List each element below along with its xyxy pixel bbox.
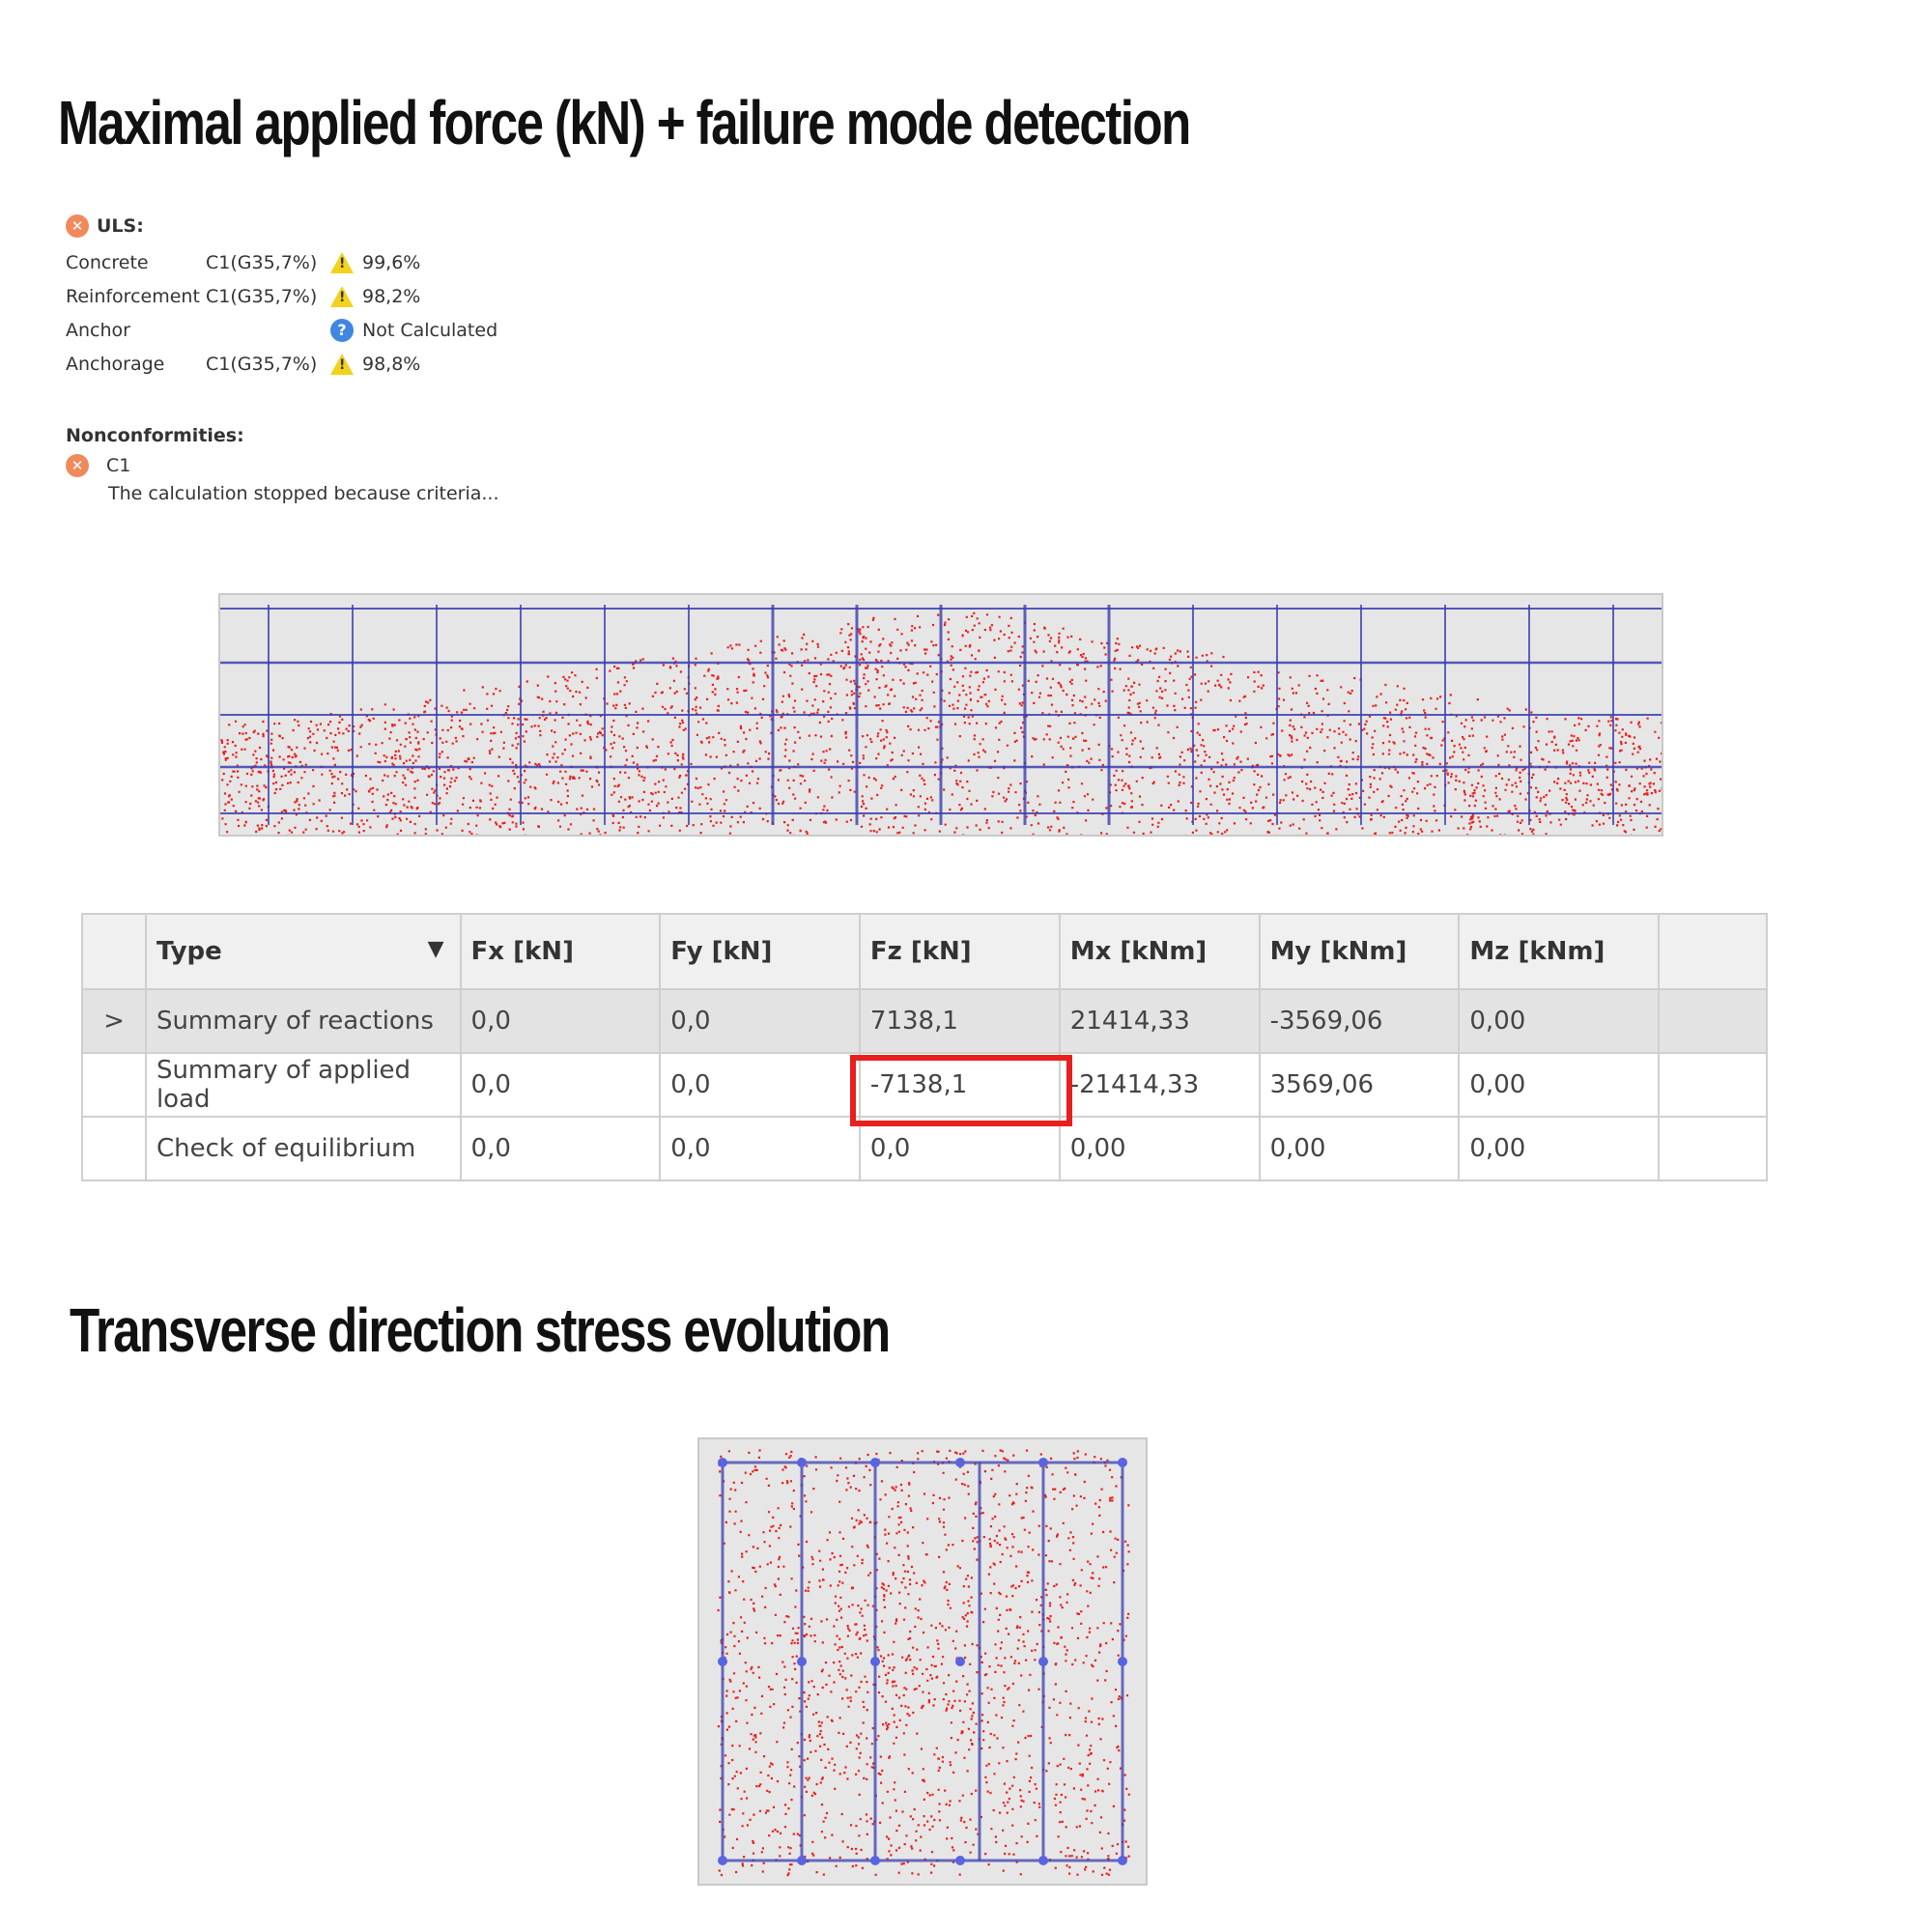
filter-icon[interactable]: ▼ <box>427 937 444 961</box>
check-value: 98,2% <box>362 285 421 307</box>
cell-my: 0,00 <box>1260 1117 1460 1180</box>
column-stress-view <box>697 1437 1148 1886</box>
cell-fz: -7138,1 <box>860 1053 1060 1117</box>
rebar-node <box>870 1856 880 1865</box>
rebar-node <box>955 1856 965 1865</box>
header-fy[interactable]: Fy [kN] <box>660 914 860 989</box>
uls-row-concrete <box>66 245 497 279</box>
rebar-node <box>1038 1657 1048 1666</box>
table-row[interactable] <box>82 989 1767 1053</box>
uls-title: ULS: <box>97 215 144 237</box>
load-case: C1(G35,7%) <box>206 285 318 307</box>
cell-fz: 0,0 <box>860 1117 1060 1180</box>
uls-row-reinforcement <box>66 279 497 313</box>
column-stress-plot <box>699 1439 1146 1884</box>
beam-stress-view <box>218 593 1663 837</box>
error-icon: ✕ <box>66 454 89 477</box>
check-name: Reinforcement <box>66 285 200 307</box>
check-name: Anchor <box>66 319 130 341</box>
beam-stress-plot <box>220 595 1662 835</box>
cell-my: -3569,06 <box>1260 989 1460 1053</box>
rebar-node <box>718 1657 727 1666</box>
cell-mz: 0,00 <box>1459 989 1659 1053</box>
warning-icon <box>330 286 354 307</box>
header-mx[interactable]: Mx [kNm] <box>1060 914 1260 989</box>
cell-fx: 0,0 <box>461 1117 661 1180</box>
nonconformities <box>66 425 499 504</box>
stress-points <box>718 1449 1130 1876</box>
error-icon: ✕ <box>66 214 89 238</box>
cell-fy: 0,0 <box>660 1053 860 1117</box>
uls-row-anchor <box>66 313 497 347</box>
rebar-node <box>870 1657 880 1666</box>
cell-fx: 0,0 <box>461 989 661 1053</box>
rebar-node <box>1038 1458 1048 1467</box>
cell-mz: 0,00 <box>1459 1053 1659 1117</box>
question-icon: ? <box>330 319 354 342</box>
cell-type: Summary of reactions <box>146 989 461 1053</box>
header-empty <box>1659 914 1767 989</box>
check-value: Not Calculated <box>362 319 498 341</box>
cell-mz: 0,00 <box>1459 1117 1659 1180</box>
check-name: Anchorage <box>66 353 165 375</box>
warning-icon <box>330 252 354 273</box>
rebar-node <box>1118 1657 1127 1666</box>
header-mz[interactable]: Mz [kNm] <box>1459 914 1659 989</box>
header-my[interactable]: My [kNm] <box>1260 914 1460 989</box>
check-value: 99,6% <box>362 251 421 273</box>
rebar-node <box>797 1458 807 1467</box>
uls-row-anchorage <box>66 347 497 381</box>
rebar-node <box>718 1458 727 1467</box>
rebar-node <box>718 1856 727 1865</box>
page-title: Maximal applied force (kN) + failure mode detection <box>58 88 1190 157</box>
check-name: Concrete <box>66 251 149 273</box>
check-value: 98,8% <box>362 353 421 375</box>
warning-icon <box>330 354 354 375</box>
rebar-node <box>797 1657 807 1666</box>
uls-summary <box>66 214 497 381</box>
load-case: C1(G35,7%) <box>206 251 318 273</box>
cell-mx: -21414,33 <box>1060 1053 1260 1117</box>
cell-type: Check of equilibrium <box>146 1117 461 1180</box>
header-fz[interactable]: Fz [kN] <box>860 914 1060 989</box>
section-title: Transverse direction stress evolution <box>70 1295 890 1365</box>
rebar-node <box>797 1856 807 1865</box>
header-fx[interactable]: Fx [kN] <box>461 914 661 989</box>
nonconformity-message: The calculation stopped because criteria... <box>108 483 499 504</box>
cell-fy: 0,0 <box>660 989 860 1053</box>
table-header-row <box>82 914 1767 989</box>
cell-mx: 21414,33 <box>1060 989 1260 1053</box>
uls-header <box>66 214 497 238</box>
rebar-node <box>955 1657 965 1666</box>
header-expand <box>82 914 146 989</box>
cell-fy: 0,0 <box>660 1117 860 1180</box>
nonconformities-title: Nonconformities: <box>66 425 244 446</box>
cell-type: Summary of applied load <box>146 1053 461 1117</box>
fz-highlight-box <box>850 1055 1072 1126</box>
cell-my: 3569,06 <box>1260 1053 1460 1117</box>
cell-fx: 0,0 <box>461 1053 661 1117</box>
load-case: C1(G35,7%) <box>206 353 318 375</box>
expand-chevron-icon[interactable]: > <box>82 989 146 1053</box>
rebar-node <box>1118 1856 1127 1865</box>
rebar-node <box>1038 1856 1048 1865</box>
cell-fz: 7138,1 <box>860 989 1060 1053</box>
cell-mx: 0,00 <box>1060 1117 1260 1180</box>
results-table <box>81 913 1768 1181</box>
nonconformity-item[interactable] <box>66 454 499 477</box>
header-type[interactable]: Type ▼ <box>146 914 461 989</box>
nonconformity-case: C1 <box>106 455 131 476</box>
rebar-node <box>955 1458 965 1467</box>
rebar-node <box>870 1458 880 1467</box>
rebar-node <box>1118 1458 1127 1467</box>
